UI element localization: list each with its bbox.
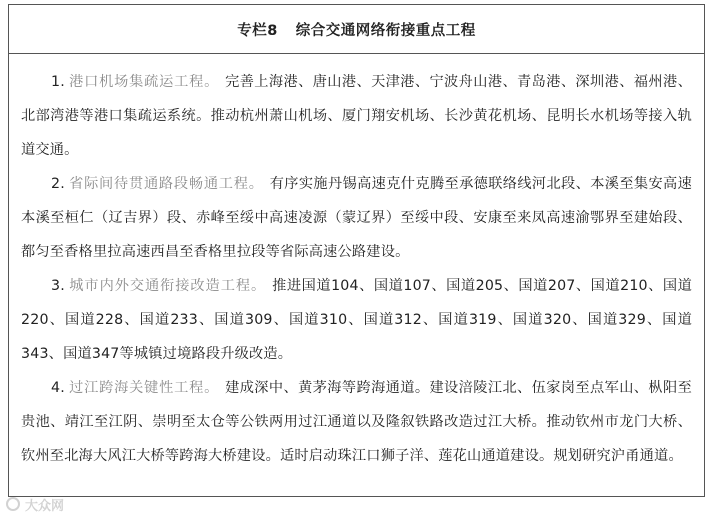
- item-heading: 过江跨海关键性工程。: [68, 380, 220, 396]
- item-number: 4.: [51, 380, 65, 396]
- list-item: [21, 371, 692, 473]
- item-text: 推进国道104、国道107、国道205、国道207、国道210、国道220、国道228、国道233、国道309、国道310、国道312、国道319、国道320、国道329、国道343、国道347等城镇过境路段升级改造。: [21, 278, 692, 362]
- item-text: 有序实施丹锡高速克什克腾至承德联络线河北段、本溪至集安高速本溪至桓仁（辽吉界）段、赤峰至绥中高速凌源（蒙辽界）至绥中段、安康至来凤高速渝鄂界至建始段、都匀至香格里拉高速西昌至香格里拉段等省际高速公路建设。: [21, 176, 692, 260]
- item-heading: 港口机场集疏运工程。: [68, 74, 220, 90]
- list-item: [21, 65, 692, 167]
- item-text: 建成深中、黄茅海等跨海通道。建设涪陵江北、伍家岗至点军山、枞阳至贵池、靖江至江阴、崇明至太仓等公铁两用过江通道以及隆叙铁路改造过江大桥。推动钦州市龙门大桥、钦州至北海大风江大桥等跨海大桥建设。适时启动珠江口狮子洋、莲花山通道建设。规划研究沪甬通道。: [21, 380, 692, 464]
- item-heading: 城市内外交通衔接改造工程。: [68, 278, 267, 294]
- item-text: 完善上海港、唐山港、天津港、宁波舟山港、青岛港、深圳港、福州港、北部湾港等港口集疏运系统。推动杭州萧山机场、厦门翔安机场、长沙黄花机场、昆明长水机场等接入轨道交通。: [21, 74, 692, 158]
- item-heading: 省际间待贯通路段畅通工程。: [68, 176, 264, 192]
- item-number: 3.: [51, 278, 65, 294]
- item-number: 2.: [51, 176, 65, 192]
- box-label: 专栏8: [237, 22, 278, 39]
- item-number: 1.: [51, 74, 65, 90]
- feature-box: [8, 4, 705, 497]
- list-item: [21, 269, 692, 371]
- box-body: [9, 54, 704, 473]
- box-title: [9, 5, 704, 54]
- list-item: [21, 167, 692, 269]
- watermark-text: 大众网: [25, 498, 65, 514]
- box-heading: 综合交通网络衔接重点工程: [295, 22, 476, 39]
- watermark-logo-icon: [6, 497, 20, 511]
- watermark: [6, 494, 64, 514]
